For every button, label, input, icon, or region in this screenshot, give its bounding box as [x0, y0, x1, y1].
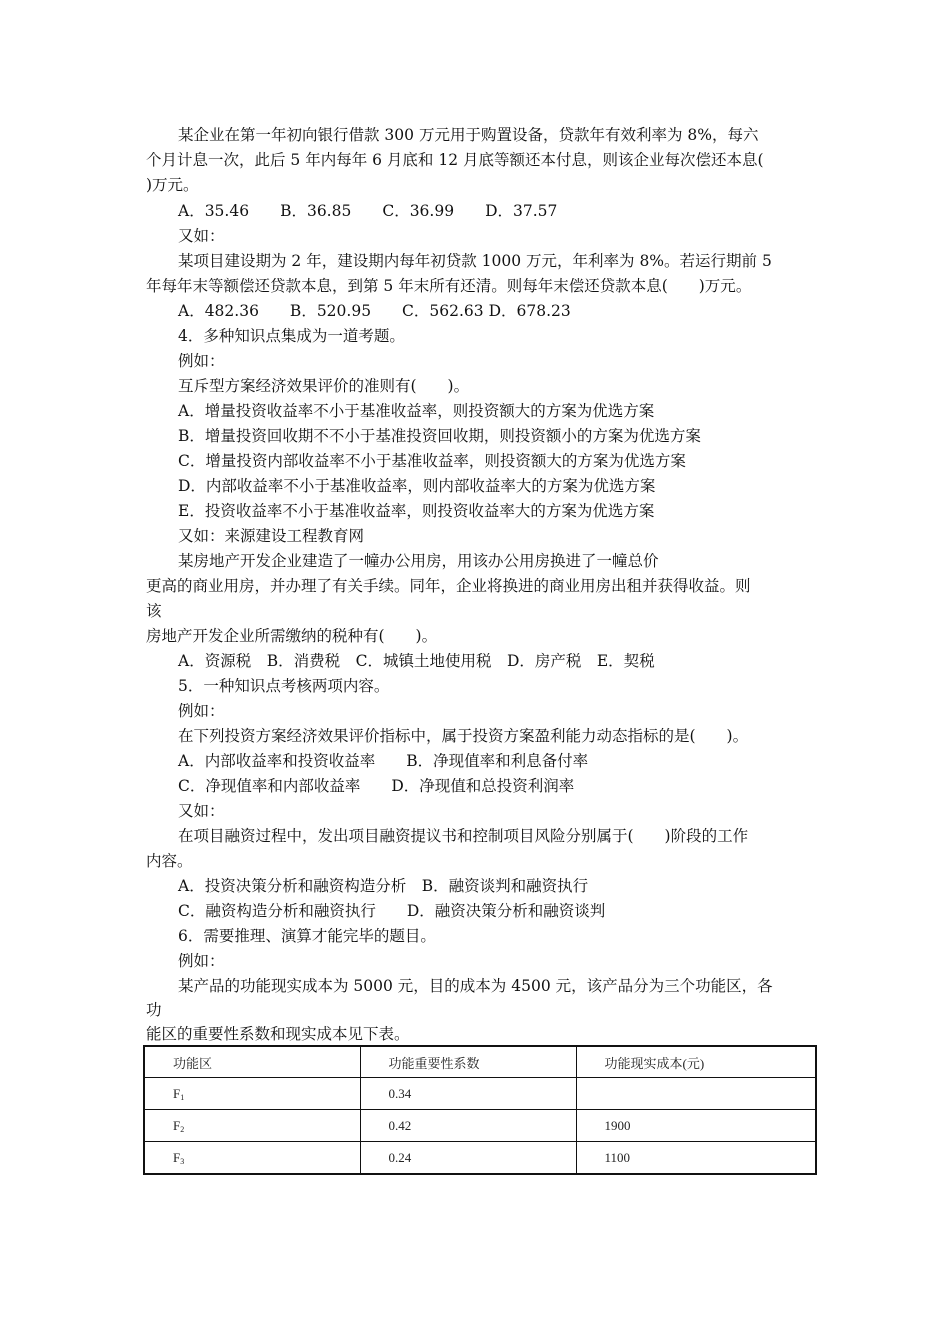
section5-q2-options-1: A．投资决策分析和融资构造分析 B．融资谈判和融资执行	[178, 877, 589, 895]
section5-options-1: A．内部收益率和投资收益率 B．净现值率和利息备付率	[178, 752, 589, 770]
section4-heading: 4．多种知识点集成为一道考题。	[178, 327, 405, 345]
section6-heading: 6．需要推理、演算才能完毕的题目。	[178, 927, 436, 945]
table-cell-coef: 0.24	[360, 1142, 576, 1175]
section6-q-line-1: 某产品的功能现实成本为 5000 元，目的成本为 4500 元，该产品分为三个功能区，各	[178, 977, 773, 995]
section5-q2-line-1: 在项目融资过程中，发出项目融资提议书和控制项目风险分别属于( )阶段的工作	[178, 827, 749, 845]
function-area-table	[143, 1045, 817, 1175]
table-cell-area	[144, 1110, 360, 1142]
section4-q-options: A．资源税 B．消费税 C．城镇土地使用税 D．房产税 E．契税	[178, 652, 655, 670]
q2-intro: 又如：	[178, 227, 225, 245]
section5-example: 例如：	[178, 702, 225, 720]
area-letter: F	[173, 1149, 181, 1165]
section6-q-line-2: 功	[146, 1001, 162, 1019]
section4-question: 互斥型方案经济效果评价的准则有( )。	[178, 377, 470, 395]
table-header-cell: 功能重要性系数	[360, 1046, 576, 1078]
section4-option-b: B．增量投资回收期不不小于基准投资回收期，则投资额小的方案为优选方案	[178, 427, 701, 445]
q2-line-2: 年每年末等额偿还贷款本息，到第 5 年末所有还清。则每年末偿还贷款本息( )万元。	[146, 277, 752, 295]
section5-question: 在下列投资方案经济效果评价指标中，属于投资方案盈利能力动态指标的是( )。	[178, 727, 749, 745]
area-subscript: 3	[180, 1156, 185, 1166]
q1-line-3: )万元。	[146, 176, 199, 194]
section4-q-line-3: 该	[146, 602, 162, 620]
area-subscript: 2	[180, 1124, 185, 1134]
section4-q-line-4: 房地产开发企业所需缴纳的税种有( )。	[146, 627, 438, 645]
table-cell-cost: 1100	[576, 1142, 816, 1175]
section6-q-line-3: 能区的重要性系数和现实成本见下表。	[146, 1025, 410, 1043]
q1-options: A．35.46 B．36.85 C．36.99 D．37.57	[178, 202, 558, 220]
q2-options: A．482.36 B．520.95 C．562.63 D．678.23	[178, 302, 571, 320]
section4-option-d: D．内部收益率不小于基准收益率，则内部收益率大的方案为优选方案	[178, 477, 656, 495]
section4-example: 例如：	[178, 352, 225, 370]
section5-q2-options-2: C．融资构造分析和融资执行 D．融资决策分析和融资谈判	[178, 902, 606, 920]
table-cell-cost	[576, 1078, 816, 1110]
table-header-cell: 功能现实成本(元)	[576, 1046, 816, 1078]
table-row	[144, 1142, 816, 1175]
section4-q-line-2: 更高的商业用房，并办理了有关手续。同年，企业将换进的商业用房出租并获得收益。则	[146, 577, 751, 595]
table-row	[144, 1110, 816, 1142]
section5-also: 又如：	[178, 802, 225, 820]
table-cell-cost: 1900	[576, 1110, 816, 1142]
area-letter: F	[173, 1085, 181, 1101]
section4-option-e: E．投资收益率不小于基准收益率，则投资收益率大的方案为优选方案	[178, 502, 655, 520]
table-cell-coef: 0.34	[360, 1078, 576, 1110]
table-cell-area	[144, 1142, 360, 1175]
q1-line-2: 个月计息一次，此后 5 年内每年 6 月底和 12 月底等额还本付息，则该企业每次偿还本息(	[146, 151, 764, 169]
section4-option-c: C．增量投资内部收益率不小于基准收益率，则投资额大的方案为优选方案	[178, 452, 686, 470]
section5-q2-line-2: 内容。	[146, 852, 193, 870]
section4-also: 又如：来源建设工程教育网	[178, 527, 365, 545]
section4-q-line-1: 某房地产开发企业建造了一幢办公用房，用该办公用房换进了一幢总价	[178, 552, 659, 570]
area-subscript: 1	[180, 1092, 185, 1102]
table-row	[144, 1078, 816, 1110]
section5-options-2: C．净现值率和内部收益率 D．净现值和总投资利润率	[178, 777, 575, 795]
q2-line-1: 某项目建设期为 2 年，建设期内每年初贷款 1000 万元，年利率为 8%。若运行期前 5	[178, 252, 772, 270]
section6-example: 例如：	[178, 952, 225, 970]
q1-line-1: 某企业在第一年初向银行借款 300 万元用于购置设备，贷款年有效利率为 8%，每六	[178, 126, 759, 144]
table-header-row	[144, 1046, 816, 1078]
table-cell-coef: 0.42	[360, 1110, 576, 1142]
section5-heading: 5．一种知识点考核两项内容。	[178, 677, 390, 695]
table-cell-area	[144, 1078, 360, 1110]
table-header-cell: 功能区	[144, 1046, 360, 1078]
section4-option-a: A．增量投资收益率不小于基准收益率，则投资额大的方案为优选方案	[178, 402, 655, 420]
area-letter: F	[173, 1117, 181, 1133]
